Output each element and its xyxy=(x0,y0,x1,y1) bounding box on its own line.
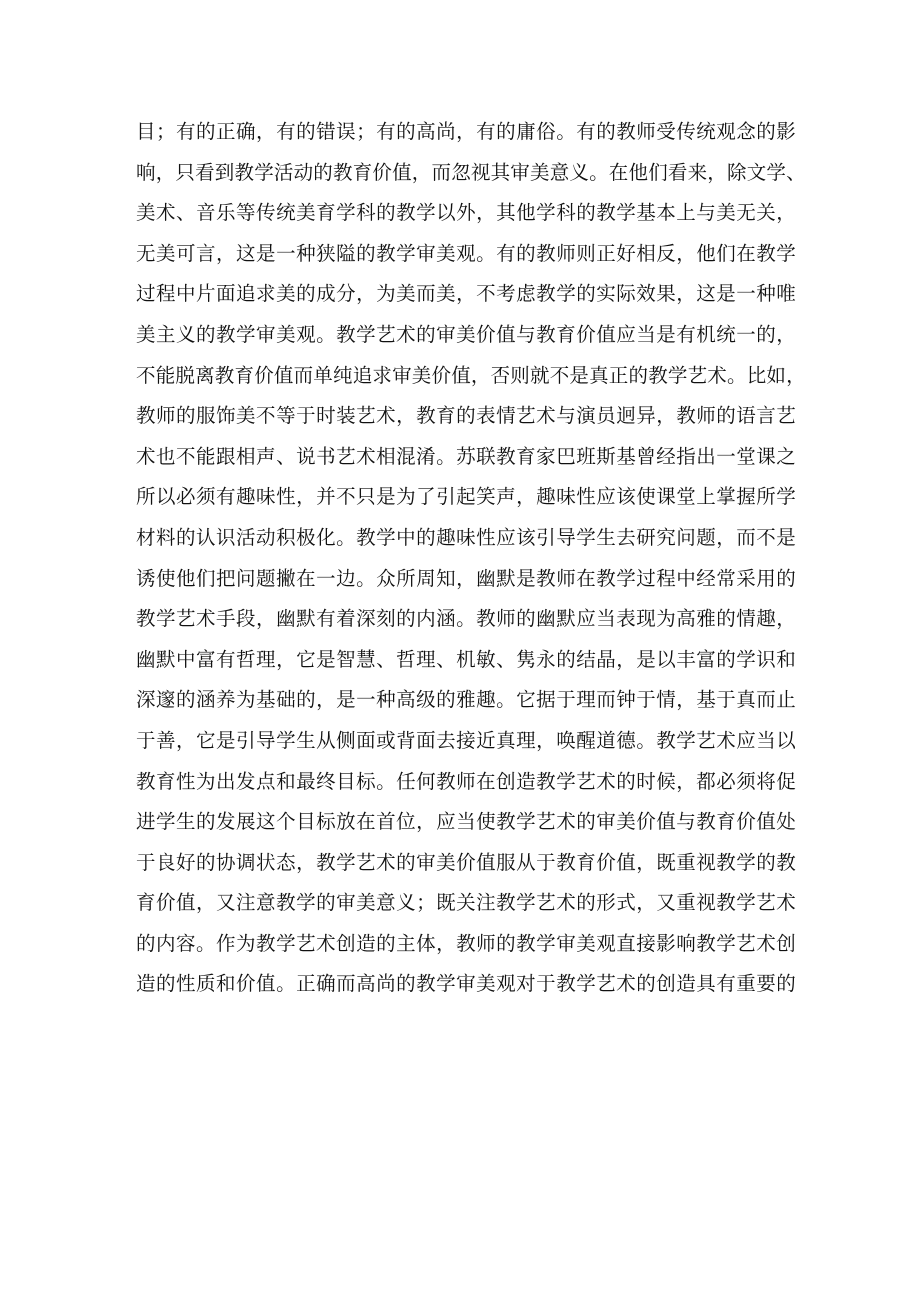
text-line-7: 不能脱离教育价值而单纯追求审美价值，否则就不是真正的教学艺术。比如， xyxy=(136,363,806,387)
text-line-6: 美主义的教学审美观。教学艺术的审美价值与教育价值应当是有机统一的， xyxy=(136,322,796,346)
body-text xyxy=(136,112,806,1005)
text-line-21: 的内容。作为教学艺术创造的主体，教师的教学审美观直接影响教学艺术创 xyxy=(136,931,796,955)
text-line-20: 育价值，又注意教学的审美意义；既关注教学艺术的形式，又重视教学艺术 xyxy=(136,891,796,915)
text-line-17: 教育性为出发点和最终目标。任何教师在创造教学艺术的时候，都必须将促 xyxy=(136,769,796,793)
text-line-16: 于善，它是引导学生从侧面或背面去接近真理，唤醒道德。教学艺术应当以 xyxy=(136,728,796,752)
text-line-13: 教学艺术手段，幽默有着深刻的内涵。教师的幽默应当表现为高雅的情趣， xyxy=(136,607,796,631)
text-line-15: 深邃的涵养为基础的，是一种高级的雅趣。它据于理而钟于情，基于真而止 xyxy=(136,688,796,712)
text-line-22: 造的性质和价值。正确而高尚的教学审美观对于教学艺术的创造具有重要的 xyxy=(136,972,796,996)
text-line-9: 术也不能跟相声、说书艺术相混淆。苏联教育家巴班斯基曾经指出一堂课之 xyxy=(136,444,796,468)
text-line-2: 响，只看到教学活动的教育价值，而忽视其审美意义。在他们看来，除文学、 xyxy=(136,160,806,184)
text-line-18: 进学生的发展这个目标放在首位，应当使教学艺术的审美价值与教育价值处 xyxy=(136,810,796,834)
text-line-8: 教师的服饰美不等于时装艺术，教育的表情艺术与演员迥异，教师的语言艺 xyxy=(136,404,796,428)
text-line-14: 幽默中富有哲理，它是智慧、哲理、机敏、隽永的结晶，是以丰富的学识和 xyxy=(136,647,796,671)
text-line-4: 无美可言，这是一种狭隘的教学审美观。有的教师则正好相反，他们在教学 xyxy=(136,241,796,265)
text-line-10: 所以必须有趣味性，并不只是为了引起笑声，趣味性应该使课堂上掌握所学 xyxy=(136,485,796,509)
text-line-5: 过程中片面追求美的成分，为美而美，不考虑教学的实际效果，这是一种唯 xyxy=(136,282,796,306)
text-line-3: 美术、音乐等传统美育学科的教学以外，其他学科的教学基本上与美无关， xyxy=(136,201,796,225)
text-line-11: 材料的认识活动积极化。教学中的趣味性应该引导学生去研究问题，而不是 xyxy=(136,525,796,549)
text-line-19: 于良好的协调状态，教学艺术的审美价值服从于教育价值，既重视教学的教 xyxy=(136,850,796,874)
text-line-1: 目；有的正确，有的错误；有的高尚，有的庸俗。有的教师受传统观念的影 xyxy=(136,120,796,143)
text-line-12: 诱使他们把问题撇在一边。众所周知，幽默是教师在教学过程中经常采用的 xyxy=(136,566,796,590)
